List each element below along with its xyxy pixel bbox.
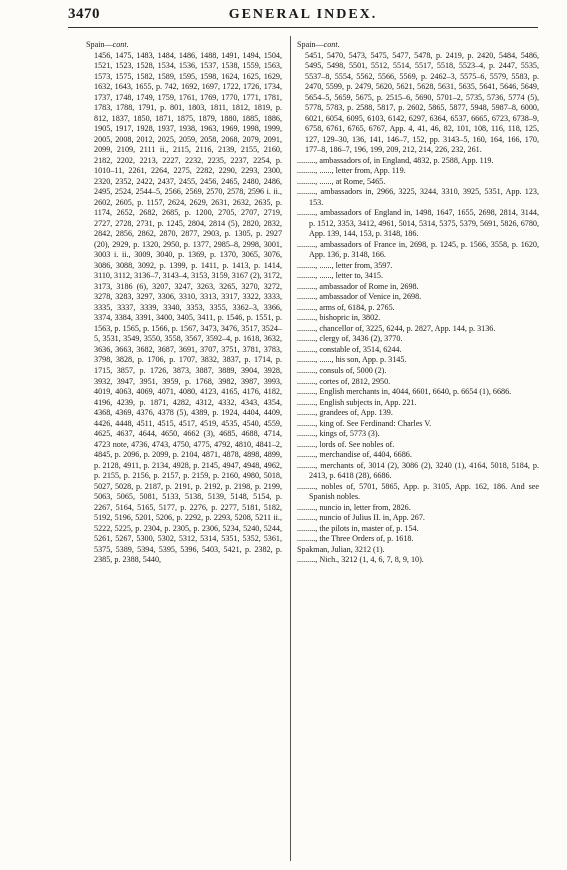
index-subentry: ........., cortes of, 2812, 2950. bbox=[297, 376, 391, 386]
index-subentry: ........., clergy of, 3436 (2), 3770. bbox=[297, 334, 403, 344]
index-subentry: ........., the pilots in, master of, p. 154. bbox=[297, 523, 419, 533]
index-subentry: ........., arms of, 6184, p. 2765. bbox=[297, 302, 395, 312]
column-divider bbox=[290, 36, 291, 861]
index-subentry: ........., nobles of, 5701, 5865, App. p. 3105, App. 162, 186. And see Spanish nobles. bbox=[297, 481, 539, 502]
index-subentry: ........., the Three Orders of, p. 1618. bbox=[297, 534, 414, 544]
index-subentry: ........., nuncio of Julius II. in, App. 267. bbox=[297, 513, 425, 523]
index-subentry: ........., ambassador of Venice in, 2698. bbox=[297, 292, 422, 302]
index-subentry: ........., consuls of, 5000 (2). bbox=[297, 365, 387, 375]
header-rule bbox=[68, 27, 538, 28]
index-subentry: ........., ambassador of Rome in, 2698. bbox=[297, 281, 419, 291]
index-subentry: ........., ......, at Rome, 5465. bbox=[297, 176, 386, 186]
index-subentry: ........., constable of, 3514, 6244. bbox=[297, 344, 402, 354]
index-subentry: ........., English subjects in, App. 221. bbox=[297, 397, 417, 407]
index-subentry: ........., ......, letter from, 3597. bbox=[297, 260, 393, 270]
index-subentry: ........., ......, his son, App. p. 3145. bbox=[297, 355, 407, 365]
heading-cont: cont. bbox=[112, 40, 129, 49]
index-subentry: ........., ambassadors of France in, 2698, p. 1245, p. 1566, 3558, p. 1620, App. 136, p. 3148, 166. bbox=[297, 239, 539, 260]
heading-cont: cont. bbox=[323, 40, 340, 49]
index-subentry: ........., Nich., 3212 (1, 4, 6, 7, 8, 9, 10). bbox=[297, 555, 424, 565]
spain-references-continued: 5451, 5470, 5473, 5475, 5477, 5478, p. 2419, p. 2420, 5484, 5486, 5495, 5498, 5501, 5512, 5514, 5517, 5518, 5523–4, p. 2447, 5535, 5537–8, 5554, 5562, 5566, 5569, p. 2462–3, 5575–6, 5579, 5583, p. 2470, 5599, p. 2479, 5620, 5621, 5628, 5631, 5635, 5641, 5646, 5649, 5654–5, 5659, 5675, p. 2515–6, 5690, 5701–2, 5735, 5736, 5774 (5), 5778, 5783, p. 2588, 5817, p. 2602, 5865, 5877, 5948, 5987–8, 6000, 6021, 6054, 6095, 6103, 6142, 6297, 6364, 6537, 6665, 6723, 6738–9, 6758, 6761, 6765, 6767, App. 4, 41, 46, 82, 101, 108, 116, 118, 125, 127, 129–30, 136, 141, 146–7, 152, pp. 3143–5, 160, 164, 166, 170, 177–8, 186–7, 196, 199, 209, 212, 214, 226, 232, 261. bbox=[305, 50, 539, 155]
subentry-list bbox=[297, 156, 539, 566]
left-column bbox=[86, 40, 282, 566]
index-subentry: ........., merchandise of, 4404, 6686. bbox=[297, 450, 412, 460]
right-column bbox=[297, 40, 539, 566]
index-subentry: ........., lords of. See nobles of. bbox=[297, 439, 395, 449]
index-subentry: ........., chancellor of, 3225, 6244, p. 2827, App. 144, p. 3136. bbox=[297, 323, 496, 333]
index-subentry: ........., kings of, 5773 (3). bbox=[297, 429, 380, 439]
index-subentry: Spakman, Julian, 3212 (1). bbox=[297, 544, 385, 554]
page-title: GENERAL INDEX. bbox=[228, 7, 378, 22]
index-subentry: ........., grandees of, App. 139. bbox=[297, 408, 393, 418]
index-subentry: ........., ambassadors of, in England, 4832, p. 2588, App. 119. bbox=[297, 155, 494, 165]
index-subentry: ........., ambassadors in, 2966, 3225, 3244, 3310, 3925, 5351, App. 123, 153. bbox=[297, 187, 539, 207]
heading-term: Spain— bbox=[86, 40, 113, 49]
index-subentry: ........., ......, letter from, App. 119. bbox=[297, 166, 406, 176]
right-column-heading bbox=[297, 40, 539, 51]
index-subentry: ........., English merchants in, 4044, 6601, 6640, p. 6654 (1), 6686. bbox=[297, 387, 512, 397]
heading-term: Spain— bbox=[297, 40, 324, 49]
index-subentry: ........., ......, letter to, 3415. bbox=[297, 271, 383, 281]
index-subentry: ........., merchants of, 3014 (2), 3086 (2), 3240 (1), 4164, 5018, 5184, p. 2413, p. 6418 (28), 6686. bbox=[297, 460, 539, 481]
page-number: 3470 bbox=[68, 6, 100, 22]
index-subentry: ........., ambassadors of England in, 1498, 1647, 1655, 2698, 2814, 3144, p. 1512, 3353, 3412, 4961, 5014, 5314, 5375, 5379, 5691, 5826, 6780, App. 139, 144, 153, p. 3148, 186. bbox=[297, 208, 539, 239]
index-subentry: ........., bishopric in, 3802. bbox=[297, 313, 381, 323]
page-header bbox=[68, 6, 538, 26]
spain-references: 1456, 1475, 1483, 1484, 1486, 1488, 1491, 1494, 1504, 1521, 1523, 1528, 1534, 1536, 1537, 1538, 1559, 1563, 1573, 1575, 1582, 1589, 1595, 1598, 1624, 1625, 1629, 1632, 1643, 1655, p. 742, 1692, 1697, 1722, 1726, 1734, 1737, 1748, 1749, 1759, 1761, 1769, 1770, 1771, 1781, 1783, 1788, 1791, p. 801, 1803, 1811, 1812, 1819, p. 812, 1837, 1850, 1871, 1875, 1879, 1880, 1885, 1886, 1905, 1917, 1928, 1937, 1938, 1963, 1969, 1998, 1999, 2005, 2008, 2012, 2025, 2059, 2058, 2068, 2079, 2091, 2099, 2109, 2111 ii., 2115, 2116, 2139, 2155, 2160, 2182, 2202, 2213, 2227, 2232, 2235, 2237, 2254, p. 1010–11, 2261, 2264, 2275, 2282, 2290, 2293, 2300, 2320, 2352, 2422, 2437, 2455, 2456, 2465, 2480, 2486, 2495, 2524, 2544–5, 2566, 2569, 2570, 2578, 2596 i. ii., 2602, 2605, p. 1157, 2624, 2629, 2631, 2632, 2635, p. 1174, 2652, 2682, 2685, p. 1200, 2705, 2707, 2719, 2727, 2728, 2731, p. 1245, 2804, 2814 (5), 2820, 2832, 2842, 2856, 2862, 2870, 2877, 2903, p. 1305, p. 2927 (20), 2929, p. 1320, 2950, p. 1377, 2985–8, 2998, 3001, 3003 i. ii., 3009, 3040, p. 1369, p. 1370, 3065, 3076, 3086, 3088, 3092, p. 1399, p. 1411, p. 1413, p. 1414, 3110, 3112, 3136–7, 3143–4, 3153, 3159, 3167 (2), 3172, 3173, 3186 (6), 3207, 3247, 3263, 3265, 3270, 3272, 3278, 3283, 3297, 3306, 3310, 3313, 3317, 3322, 3333, 3335, 3337, 3339, 3340, 3353, 3355, 3362–3, 3366, 3374, 3384, 3391, 3400, 3405, 3411, p. 1546, p. 1551, p. 1563, p. 1565, p. 1566, p. 1567, 3473, 3476, 3517, 3524–5, 3531, 3549, 3550, 3558, 3567, 3592–4, p. 1618, 3632, 3636, 3663, 3682, 3687, 3691, 3707, 3751, 3781, 3783, 3798, 3828, p. 1706, p. 1707, 3832, 3837, p. 1714, p. 1715, 3857, p. 1726, 3873, 3887, 3889, 3904, 3928, 3932, 3947, 3951, 3959, p. 1768, 3982, 3987, 3993, 4019, 4063, 4069, 4071, 4080, 4123, 4165, 4176, 4182, 4196, 4239, p. 1871, 4282, 4312, 4332, 4343, 4354, 4368, 4369, 4376, 4378 (5), 4389, p. 1924, 4404, 4409, 4426, 4448, 4511, 4515, 4517, 4519, 4535, 4540, 4559, 4625, 4637, 4644, 4650, 4662 (3), 4685, 4688, 4714, 4723 note, 4736, 4743, 4750, 4775, 4792, 4810, 4841–2, 4845, p. 2096, p. 2099, p. 2104, 4871, 4878, 4898, 4899, p. 2128, 4911, p. 2134, 4928, p. 2145, 4947, 4948, 4962, p. 2155, p. 2156, p. 2157, p. 2159, p. 2160, 4980, 5018, 5027, 5028, p. 2187, p. 2191, p. 2192, p. 2198, p. 2199, 5063, 5065, 5081, 5133, 5138, 5139, 5148, 5154, p. 2267, 5164, 5165, 5177, p. 2276, p. 2277, 5181, 5182, 5192, 5196, 5201, 5206, p. 2292, p. 2293, 5208, 5211 ii., 5222, 5225, p. 2304, p. 2305, p. 2306, 5234, 5240, 5244, 5261, 5267, 5300, 5302, 5312, 5314, 5351, 5352, 5361, 5375, 5389, 5394, 5395, 5396, 5403, 5421, p. 2382, p. 2385, p. 2388, 5440, bbox=[94, 50, 282, 565]
left-column-heading bbox=[86, 40, 282, 51]
index-subentry: ........., king of. See Ferdinand: Charles V. bbox=[297, 418, 432, 428]
index-subentry: ........., nuncio in, letter from, 2826. bbox=[297, 502, 411, 512]
